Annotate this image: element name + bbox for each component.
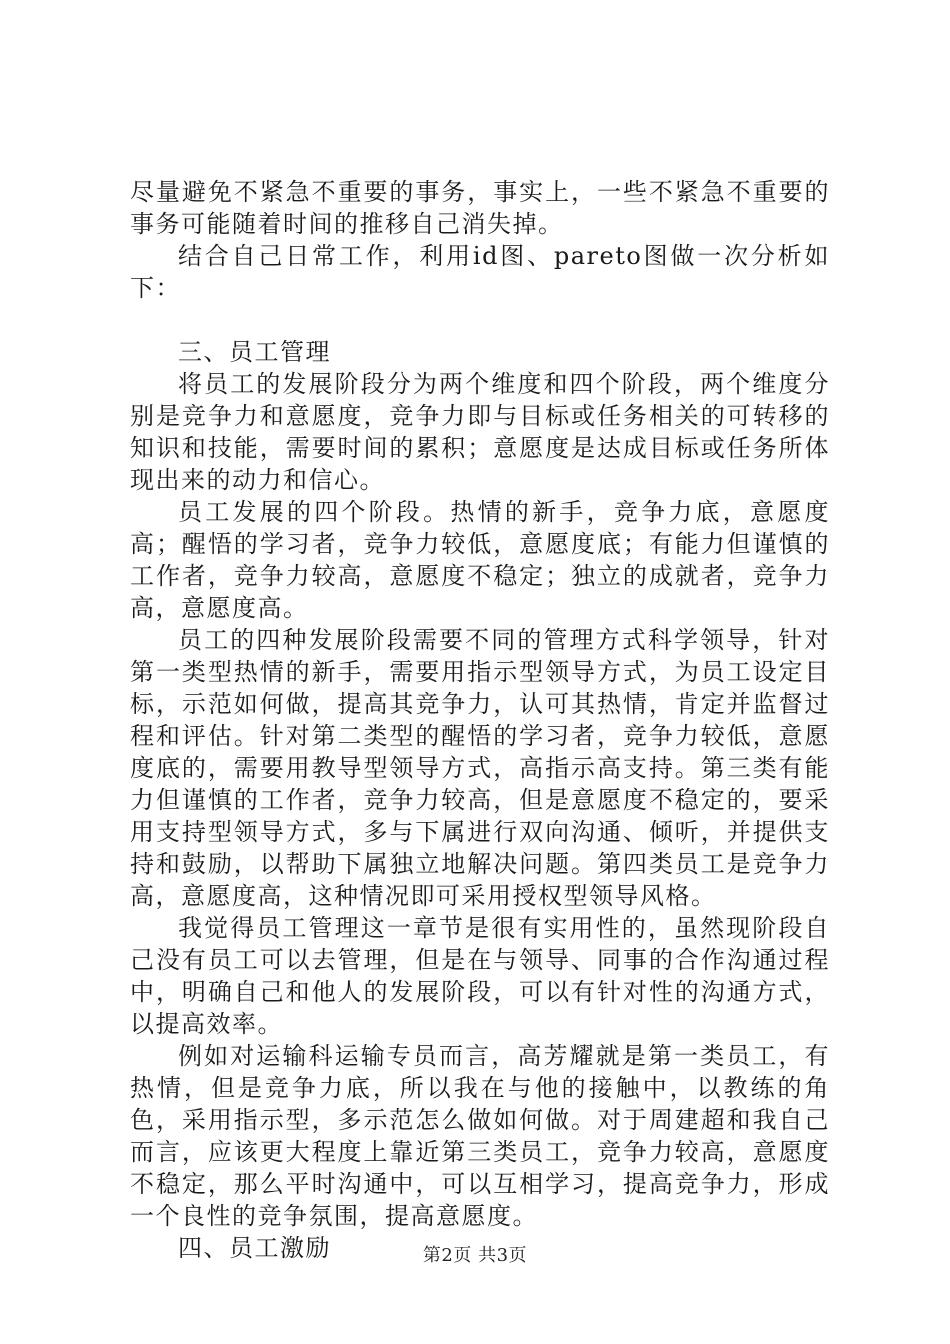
paragraph-four-stages: 员工发展的四个阶段。热情的新手，竞争力底，意愿度高；醒悟的学习者，竞争力较低，意愿度底；有能力但谨慎的工作者，竞争力较高，意愿度不稳定；独立的成就者，竞争力高，意愿度高。: [130, 498, 830, 622]
paragraph-leadership-styles: 员工的四种发展阶段需要不同的管理方式科学领导，针对第一类型热情的新手，需要用指示型领导方式，为员工设定目标，示范如何做，提高其竞争力，认可其热情，肯定并监督过程和评估。针对第二类型的醒悟的学习者，竞争力较低，意愿度底的，需要用教导型领导方式，高指示高支持。第三类有能力但谨慎的工作者，竞争力较高，但是意愿度不稳定的，要采用支持型领导方式，多与下属进行双向沟通、倾听，并提供支持和鼓励，以帮助下属独立地解决问题。第四类员工是竞争力高，意愿度高，这种情况即可采用授权型领导风格。: [130, 626, 830, 910]
section-heading-employee-motivation: 四、员工激励: [178, 1234, 331, 1262]
paragraph-reflection: 我觉得员工管理这一章节是很有实用性的，虽然现阶段自己没有员工可以去管理，但是在与领导、同事的合作沟通过程中，明确自己和他人的发展阶段，可以有针对性的沟通方式，以提高效率。: [130, 914, 830, 1038]
paragraph-analysis-intro: 结合自己日常工作，利用id图、pareto图做一次分析如下：: [130, 242, 830, 302]
paragraph-continuation: 尽量避免不紧急不重要的事务，事实上，一些不紧急不重要的事务可能随着时间的推移自己消失掉。: [130, 178, 830, 238]
page-footer: 第2页 共3页: [422, 1245, 528, 1266]
paragraph-development-dimensions: 将员工的发展阶段分为两个维度和四个阶段，两个维度分别是竞争力和意愿度，竞争力即与目标或任务相关的可转移的知识和技能，需要时间的累积；意愿度是达成目标或任务所体现出来的动力和信心。: [130, 370, 830, 494]
section-heading-employee-management: 三、员工管理: [178, 338, 331, 366]
document-body: [130, 176, 830, 1264]
paragraph-example: 例如对运输科运输专员而言，高芳耀就是第一类员工，有热情，但是竞争力底，所以我在与他的接触中，以教练的角色，采用指示型，多示范怎么做如何做。对于周建超和我自己而言，应该更大程度上靠近第三类员工，竞争力较高，意愿度不稳定，那么平时沟通中，可以互相学习，提高竞争力，形成一个良性的竞争氛围，提高意愿度。: [130, 1042, 830, 1230]
